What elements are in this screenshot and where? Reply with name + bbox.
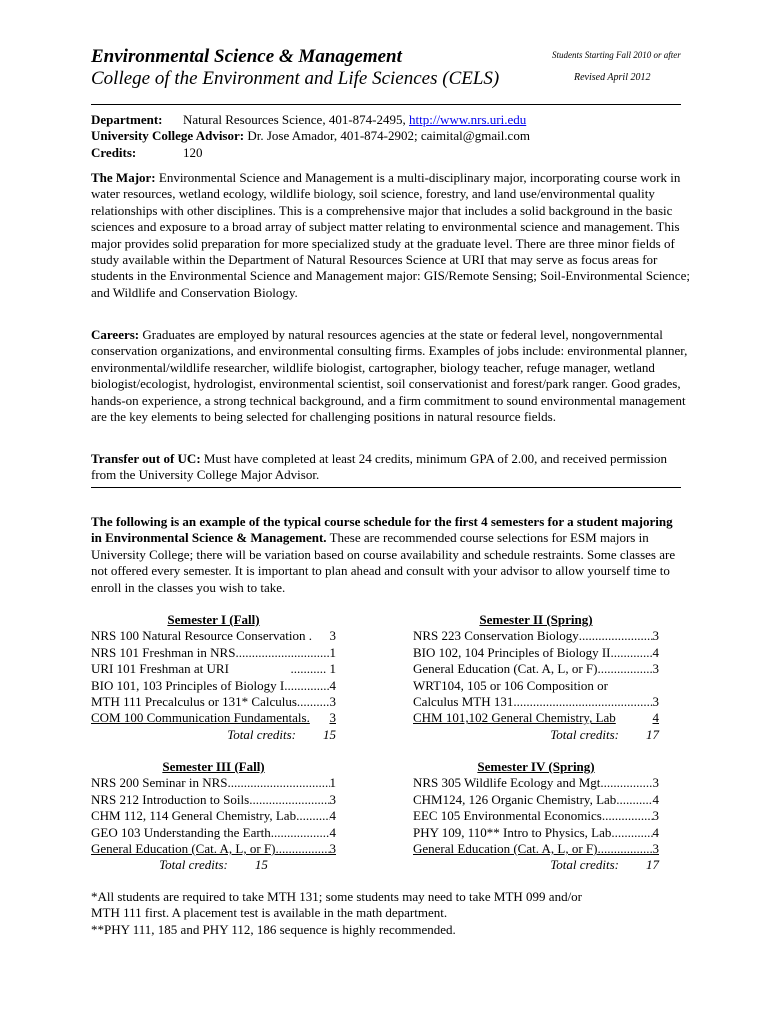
semester-4 bbox=[413, 759, 659, 874]
careers-label: Careers: bbox=[91, 327, 140, 342]
semester-1-title: Semester I (Fall) bbox=[167, 612, 260, 627]
section-divider bbox=[91, 487, 681, 488]
major-label: The Major: bbox=[91, 170, 156, 185]
course-row: EEC 105 Environmental Economics ..... 3 bbox=[413, 808, 659, 824]
footnote-1: *All students are required to take MTH 131; some students may need to take MTH 099 and/or bbox=[91, 889, 583, 904]
course-row: NRS 212 Introduction to Soils ..... 3 bbox=[91, 792, 336, 808]
semester-3-total: Total credits: 15 bbox=[159, 857, 268, 873]
transfer-label: Transfer out of UC: bbox=[91, 451, 201, 466]
course-row: CHM 112, 114 General Chemistry, Lab ..... 4 bbox=[91, 808, 336, 824]
major-paragraph bbox=[91, 170, 691, 301]
semester-3-title: Semester III (Fall) bbox=[162, 759, 265, 774]
department-info bbox=[91, 112, 691, 161]
course-row: General Education (Cat. A, L, or F) ..... 3 bbox=[413, 661, 659, 677]
semester-4-title: Semester IV (Spring) bbox=[477, 759, 595, 774]
careers-text: Graduates are employed by natural resources agencies at the state or federal level, nongovernmental conservation organizations, and environmental consulting firms. Examples of jobs include: environmental planner, environmental/wildlife researcher, wildlife biologist, cartographer, biology teacher, refuge manager, wetland biologist/ecologist, hydrologist, environmental scientist, soil conservationist and forest/park ranger. Good grades, hands-on experience, a strong technical background, and a firm commitment to sound environmental management are the key elements to being selected for challenging positions in natural resource fields. bbox=[91, 327, 688, 425]
course-row: BIO 102, 104 Principles of Biology II ..... 4 bbox=[413, 645, 659, 661]
course-row: GEO 103 Understanding the Earth ..... 4 bbox=[91, 825, 336, 841]
footnotes bbox=[91, 889, 691, 938]
course-row: CHM124, 126 Organic Chemistry, Lab ..... 4 bbox=[413, 792, 659, 808]
header-divider bbox=[91, 104, 681, 105]
course-row: NRS 100 Natural Resource Conservation . 3 bbox=[91, 628, 336, 644]
course-row: MTH 111 Precalculus or 131* Calculus ..... 3 bbox=[91, 694, 336, 710]
semester-1-total: Total credits: 15 bbox=[227, 726, 336, 742]
semester-2 bbox=[413, 612, 659, 743]
document-title: Environmental Science & Management bbox=[91, 46, 402, 67]
course-row: WRT104, 105 or 106 Composition or bbox=[413, 677, 608, 693]
applicability-note: Students Starting Fall 2010 or after bbox=[552, 50, 681, 60]
course-row: BIO 101, 103 Principles of Biology I ..... 4 bbox=[91, 678, 336, 694]
document-subtitle: College of the Environment and Life Sciences (CELS) bbox=[91, 68, 500, 89]
credits-line: Credits: 120 bbox=[91, 144, 203, 160]
course-row: NRS 200 Seminar in NRS ..... 1 bbox=[91, 775, 336, 791]
course-row: NRS 101 Freshman in NRS ..... 1 bbox=[91, 645, 336, 661]
major-text: Environmental Science and Management is a multi-disciplinary major, incorporating course work in water resources, wetland ecology, wildlife biology, soil science, forestry, and land use/environmental quality relationships with other disciplines. This is a comprehensive major that includes a solid background in the basic sciences and exposure to a broad array of subject matter relating to environmental science and management. This major provides solid preparation for more specialized study at the graduate level. There are three minor fields of study available within the Department of Natural Resources Science at URI that may serve as focus areas for students in the Environmental Science and Management major: GIS/Remote Sensing; Soil-Environmental Science; and Wildlife and Conservation Biology. bbox=[91, 170, 690, 300]
course-row: COM 100 Communication Fundamentals. 3 bbox=[91, 710, 336, 726]
course-row: General Education (Cat. A, L, or F) ..... 3 bbox=[413, 841, 659, 857]
department-line: Department: Natural Resources Science, 401-874-2495, http://www.nrs.uri.edu bbox=[91, 112, 527, 127]
semester-2-title: Semester II (Spring) bbox=[479, 612, 593, 627]
transfer-text: Must have completed at least 24 credits, minimum GPA of 2.00, and received permission from the University College Major Advisor. bbox=[91, 451, 668, 483]
course-row: URI 101 Freshman at URI ........... 1 bbox=[91, 661, 336, 677]
course-row: NRS 305 Wildlife Ecology and Mgt ..... 3 bbox=[413, 775, 659, 791]
semester-3 bbox=[91, 759, 336, 874]
schedule-intro-text: These are recommended course selections for ESM majors in University College; there will be variation based on course availability and schedule restraints. Some classes are not offered every semester. It is important to plan ahead and consult with your advisor to allow yourself time to enroll in the classes you wish to take. bbox=[91, 530, 676, 595]
footnote-3: **PHY 111, 185 and PHY 112, 186 sequence is highly recommended. bbox=[91, 921, 456, 937]
semester-4-total: Total credits: 17 bbox=[550, 857, 659, 873]
schedule-intro bbox=[91, 514, 681, 596]
careers-paragraph bbox=[91, 327, 691, 425]
advisor-line: University College Advisor: Dr. Jose Amador, 401-874-2902; caimital@gmail.com bbox=[91, 128, 530, 144]
transfer-paragraph bbox=[91, 451, 691, 484]
schedule-intro-bold: The following is an example of the typical course schedule for the first 4 semesters for a student majoring in Environmental Science & Management. bbox=[91, 514, 673, 546]
course-row: NRS 223 Conservation Biology ..... 3 bbox=[413, 628, 659, 644]
semester-1 bbox=[91, 612, 336, 743]
course-row: General Education (Cat. A, L, or F) ..... 3 bbox=[91, 841, 336, 857]
revised-date: Revised April 2012 bbox=[574, 72, 651, 83]
department-link[interactable]: http://www.nrs.uri.edu bbox=[409, 112, 527, 127]
footnote-2: MTH 111 first. A placement test is available in the math department. bbox=[91, 905, 448, 921]
semester-2-total: Total credits: 17 bbox=[550, 726, 659, 742]
course-row: CHM 101,102 General Chemistry, Lab 4 bbox=[413, 710, 659, 726]
course-row: PHY 109, 110** Intro to Physics, Lab ..... 4 bbox=[413, 825, 659, 841]
course-row: Calculus MTH 131 ..... 3 bbox=[413, 694, 659, 710]
